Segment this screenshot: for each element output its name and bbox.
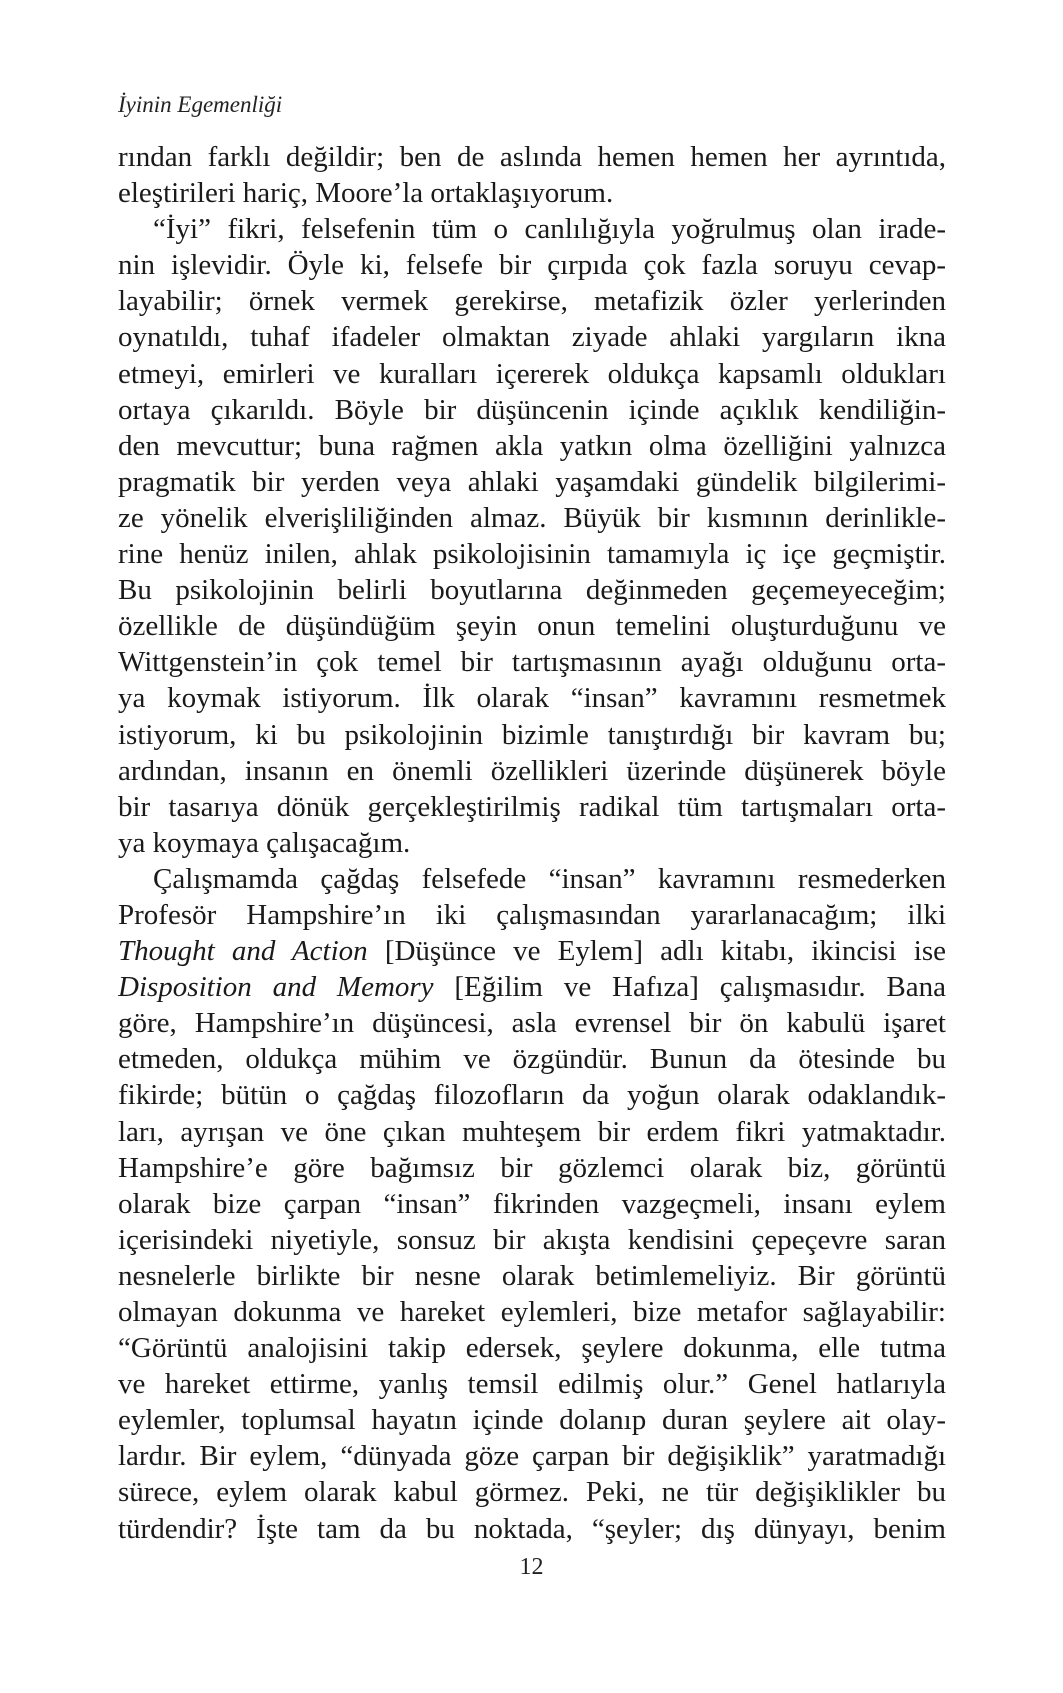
text-line: türdendir? İşte tam da bu noktada, “şeyler; dış dünyayı, benim [118,1512,946,1545]
italic-title: Thought and Action [118,935,368,968]
text-line: Çalışmamda çağdaş felsefede “insan” kavramını resmederken [153,862,946,895]
text-line: ardından, insanın en önemli özellikleri üzerinde düşünerek böyle [118,754,946,787]
text-line: ları, ayrışan ve öne çıkan muhteşem bir erdem fikri yatmaktadır. [118,1115,946,1148]
text-line: den mevcuttur; buna rağmen akla yatkın olma özelliğini yalnızca [118,429,946,462]
text-line: özellikle de düşündüğüm şeyin onun temelini oluşturduğunu ve [118,610,946,643]
running-head: İyinin Egemenliği [118,92,283,117]
text-line: nesnelerle birlikte bir nesne olarak betimlemeliyiz. Bir görüntü [118,1259,946,1292]
text-line: eylemler, toplumsal hayatın içinde dolanıp duran şeylere ait olay- [118,1404,946,1437]
text-line: sürece, eylem olarak kabul görmez. Peki, ne tür değişiklikler bu [118,1476,946,1509]
text-line: Hampshire’e göre bağımsız bir gözlemci olarak biz, görüntü [118,1151,946,1184]
text-line: Bu psikolojinin belirli boyutlarına değinmeden geçemeyeceğim; [118,574,946,607]
text-line: ya koymak istiyorum. İlk olarak “insan” kavramını resmetmek [118,682,946,715]
text-line: olmayan dokunma ve hareket eylemleri, bize metafor sağlayabilir: [118,1296,946,1328]
paragraph [118,211,946,861]
text-line: rından farklı değildir; ben de aslında hemen hemen her ayrıntıda, [118,141,946,173]
paragraph [118,861,946,1547]
text-line: ortaya çıkarıldı. Böyle bir düşüncenin içinde açıklık kendiliğin- [118,393,946,426]
text-line: lardır. Bir eylem, “dünyada göze çarpan bir değişiklik” yaratmadığı [118,1440,946,1473]
text-line: Wittgenstein’in çok temel bir tartışmasının ayağı olduğunu orta- [118,646,946,679]
text-line: istiyorum, ki bu psikolojinin bizimle tanıştırdığı bir kavram bu; [118,718,946,751]
text-line: ve hareket ettirme, yanlış temsil edilmiş olur.” Genel hatlarıyla [118,1368,946,1401]
text-line: layabilir; örnek vermek gerekirse, metafizik özler yerlerinden [118,285,946,318]
text-line: etmeden, oldukça mühim ve özgündür. Bunun da ötesinde bu [118,1043,946,1076]
text-line: içerisindeki niyetiyle, sonsuz bir akışta kendisini çepeçevre saran [118,1223,946,1256]
text-line: eleştirileri hariç, Moore’la ortaklaşıyorum. [118,177,614,210]
text-line: Disposition and Memory [Eğilim ve Hafıza] çalışmasıdır. Bana [118,971,946,1004]
body-text [118,139,946,1547]
text-line: olarak bize çarpan “insan” fikrinden vazgeçmeli, insanı eylem [118,1187,946,1220]
text-line: bir tasarıya dönük gerçekleştirilmiş radikal tüm tartışmaları orta- [118,790,946,823]
text-line: fikirde; bütün o çağdaş filozofların da yoğun olarak odaklandık- [118,1079,946,1112]
text-line: nin işlevidir. Öyle ki, felsefe bir çırpıda çok fazla soruyu cevap- [118,249,946,282]
text-line: pragmatik bir yerden veya ahlaki yaşamdaki gündelik bilgilerimi- [118,465,946,498]
paragraph [118,139,946,211]
text-line: ya koymaya çalışacağım. [118,826,411,859]
text-line: “İyi” fikri, felsefenin tüm o canlılığıyla yoğrulmuş olan irade- [153,213,946,246]
text-line: Profesör Hampshire’ın iki çalışmasından yararlanacağım; ilki [118,898,946,931]
text-line: rine henüz inilen, ahlak psikolojisinin tamamıyla iç içe geçmiştir. [118,538,946,571]
text-line: etmeyi, emirleri ve kuralları içererek oldukça kapsamlı oldukları [118,357,946,390]
text-line: göre, Hampshire’ın düşüncesi, asla evrensel bir ön kabulü işaret [118,1007,946,1040]
italic-title: Disposition and Memory [118,971,434,1004]
text-line: oynatıldı, tuhaf ifadeler olmaktan ziyade ahlaki yargıların ikna [118,321,946,354]
text-line: ze yönelik elverişliliğinden almaz. Büyük bir kısmının derinlikle- [118,501,946,534]
text-line: Thought and Action [Düşünce ve Eylem] adlı kitabı, ikincisi ise [118,935,946,968]
page-number: 12 [519,1554,544,1580]
text-line: “Görüntü analojisini takip edersek, şeylere dokunma, elle tutma [118,1332,946,1365]
